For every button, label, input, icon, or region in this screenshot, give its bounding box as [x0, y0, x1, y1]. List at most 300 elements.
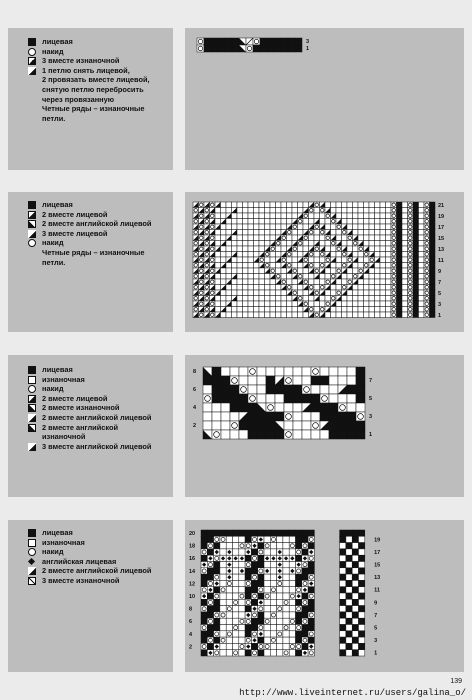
chart-cell: [347, 307, 353, 313]
chart-cell: [270, 307, 276, 313]
chart-cell: [264, 574, 270, 580]
chart-cell: [309, 296, 315, 302]
chart-cell: [243, 224, 249, 230]
chart-cell: [397, 279, 403, 285]
legend-item: [28, 403, 173, 413]
chart-cell: [359, 574, 365, 580]
chart-cell: [309, 279, 315, 285]
chart-cell: [281, 45, 288, 52]
chart-cell: [215, 301, 221, 307]
chart-cell: [289, 530, 295, 536]
triangle-icon: [28, 57, 36, 65]
row-number: 19: [374, 537, 381, 544]
chart-cell: [430, 230, 436, 236]
chart-cell: [248, 279, 254, 285]
chart-cell: [402, 285, 408, 291]
chart-cell: [277, 650, 283, 656]
chart-cell: [239, 536, 245, 542]
chart-cell: [257, 376, 266, 385]
chart-panel-2: [185, 192, 464, 332]
chart-cell: [359, 562, 365, 568]
chart-cell: [386, 202, 392, 208]
chart-cell: [397, 235, 403, 241]
chart-cell: [331, 202, 337, 208]
chart-cell: [265, 257, 271, 263]
legend-item: [28, 566, 173, 576]
p2tog-icon: [28, 404, 36, 412]
chart-cell: [258, 650, 264, 656]
chart-cell: [353, 213, 359, 219]
chart-cell: [277, 618, 283, 624]
chart-cell: [232, 312, 238, 318]
chart-cell: [233, 643, 239, 649]
chart-cell: [270, 257, 276, 263]
chart-cell: [364, 235, 370, 241]
source-url[interactable]: http://www.liveinternet.ru/users/galina_o/: [239, 688, 466, 698]
chart-cell: [232, 38, 239, 45]
chart-cell: [309, 213, 315, 219]
chart-cell: [386, 263, 392, 269]
chart-panel-4: [185, 520, 464, 672]
chart-cell: [281, 307, 287, 313]
chart-cell: [264, 650, 270, 656]
chart-cell: [430, 263, 436, 269]
chart-cell: [375, 301, 381, 307]
chart-cell: [215, 257, 221, 263]
chart-cell: [358, 235, 364, 241]
chart-cell: [243, 202, 249, 208]
chart-cell: [226, 643, 232, 649]
chart-cell: [397, 312, 403, 318]
chart-cell: [386, 213, 392, 219]
chart-cell: [375, 274, 381, 280]
chart-cell: [225, 45, 232, 52]
chart-cell: [303, 241, 309, 247]
chart-cell: [397, 208, 403, 214]
chart-cell: [259, 224, 265, 230]
chart-cell: [266, 367, 275, 376]
legend-item: [28, 432, 173, 442]
chart-cell: [331, 246, 337, 252]
chart-cell: [264, 549, 270, 555]
chart-cell: [220, 625, 226, 631]
chart-cell: [419, 241, 425, 247]
chart-cell: [342, 307, 348, 313]
chart-cell: [342, 312, 348, 318]
chart-cell: [303, 274, 309, 280]
chart-cell: [232, 257, 238, 263]
chart-cell: [320, 296, 326, 302]
chart-cell: [283, 631, 289, 637]
chart-cell: [221, 367, 230, 376]
chart-cell: [386, 296, 392, 302]
chart-cell: [248, 430, 257, 439]
chart-cell: [359, 568, 365, 574]
chart-cell: [380, 202, 386, 208]
chart-cell: [283, 536, 289, 542]
chart-cell: [221, 268, 227, 274]
chart-cell: [221, 235, 227, 241]
chart-cell: [254, 312, 260, 318]
chart-cell: [402, 208, 408, 214]
chart-cell: [270, 208, 276, 214]
chart-cell: [281, 241, 287, 247]
chart-cell: [248, 290, 254, 296]
chart-cell: [266, 385, 275, 394]
chart-cell: [375, 296, 381, 302]
chart-cell: [298, 268, 304, 274]
chart-cell: [346, 637, 352, 643]
chart-cell: [251, 568, 257, 574]
chart-cell: [258, 543, 264, 549]
chart-cell: [375, 230, 381, 236]
chart-cell: [346, 650, 352, 656]
chart-cell: [259, 312, 265, 318]
chart-cell: [226, 274, 232, 280]
chart-cell: [287, 213, 293, 219]
chart-cell: [340, 606, 346, 612]
chart-cell: [386, 224, 392, 230]
chart-cell: [386, 301, 392, 307]
chart-cell: [296, 574, 302, 580]
chart-cell: [303, 219, 309, 225]
chart-cell: [308, 568, 314, 574]
chart-cell: [275, 412, 284, 421]
chart-cell: [413, 202, 419, 208]
chart-cell: [419, 230, 425, 236]
chart-panel-3: [185, 355, 464, 497]
chart-cell: [232, 219, 238, 225]
legend-label: накид: [42, 238, 64, 248]
chart-cell: [225, 38, 232, 45]
chart-cell: [232, 202, 238, 208]
chart-cell: [243, 268, 249, 274]
chart-cell: [201, 543, 207, 549]
legend-item: [28, 229, 173, 239]
chart-cell: [413, 230, 419, 236]
chart-cell: [221, 385, 230, 394]
chart-cell: [287, 208, 293, 214]
chart-cell: [397, 202, 403, 208]
chart-cell: [402, 213, 408, 219]
chart-cell: [293, 385, 302, 394]
chart-cell: [243, 230, 249, 236]
chart-cell: [258, 562, 264, 568]
chart-cell: [309, 274, 315, 280]
chart-cell: [220, 568, 226, 574]
chart-cell: [220, 562, 226, 568]
chart-cell: [386, 230, 392, 236]
chart-cell: [419, 235, 425, 241]
chart-cell: [258, 530, 264, 536]
chart-cell: [251, 599, 257, 605]
chart-cell: [220, 650, 226, 656]
chart-cell: [221, 202, 227, 208]
chart-cell: [320, 279, 326, 285]
chart-cell: [201, 599, 207, 605]
chart-cell: [270, 219, 276, 225]
chart-cell: [266, 412, 275, 421]
chart-cell: [214, 599, 220, 605]
legend-panel-1: [8, 28, 173, 170]
chart-cell: [359, 643, 365, 649]
chart-cell: [419, 301, 425, 307]
chart-cell: [265, 235, 271, 241]
chart-cell: [369, 246, 375, 252]
chart-cell: [230, 403, 239, 412]
chart-cell: [419, 268, 425, 274]
legend-label: Четные ряды – изнаночные: [42, 104, 145, 114]
chart-cell: [419, 290, 425, 296]
legend-label: 3 вместе лицевой: [42, 228, 108, 238]
chart-cell: [430, 252, 436, 258]
chart-cell: [265, 279, 271, 285]
chart-cell: [276, 301, 282, 307]
chart-cell: [270, 625, 276, 631]
chart-cell: [325, 219, 331, 225]
chart-cell: [336, 263, 342, 269]
chart-cell: [292, 312, 298, 318]
chart-cell: [340, 593, 346, 599]
chart-cell: [419, 213, 425, 219]
chart-cell: [302, 574, 308, 580]
chart-cell: [245, 536, 251, 542]
chart-cell: [245, 530, 251, 536]
chart-cell: [386, 307, 392, 313]
chart-cell: [292, 285, 298, 291]
chart-cell: [245, 625, 251, 631]
chart-cell: [284, 394, 293, 403]
chart-cell: [207, 631, 213, 637]
row-number: 12: [189, 581, 196, 588]
chart-cell: [380, 246, 386, 252]
chart-cell: [375, 268, 381, 274]
chart-cell: [413, 257, 419, 263]
chart-cell: [221, 230, 227, 236]
chart-cell: [257, 367, 266, 376]
chart-cell: [369, 312, 375, 318]
chart-cell: [296, 637, 302, 643]
chart-cell: [364, 274, 370, 280]
chart-cell: [220, 530, 226, 536]
chart-cell: [359, 593, 365, 599]
chart-cell: [402, 252, 408, 258]
chart-cell: [248, 301, 254, 307]
chart-cell: [380, 208, 386, 214]
chart-cell: [243, 296, 249, 302]
chart-cell: [308, 530, 314, 536]
chart-cell: [359, 543, 365, 549]
chart-cell: [220, 549, 226, 555]
legend-item: [28, 365, 173, 375]
chart-cell: [353, 230, 359, 236]
chart-cell: [220, 618, 226, 624]
chart-cell: [248, 235, 254, 241]
chart-cell: [430, 290, 436, 296]
row-number: 10: [189, 594, 196, 600]
chart-cell: [336, 307, 342, 313]
chart-cell: [298, 246, 304, 252]
chart-cell: [314, 285, 320, 291]
chart-cell: [402, 279, 408, 285]
chart-cell: [284, 385, 293, 394]
chart-cell: [276, 290, 282, 296]
chart-cell: [275, 385, 284, 394]
chart-cell: [346, 543, 352, 549]
chart-cell: [289, 562, 295, 568]
chart-cell: [239, 394, 248, 403]
chart-cell: [212, 412, 221, 421]
chart-cell: [270, 230, 276, 236]
chart-cell: [245, 555, 251, 561]
chart-cell: [207, 625, 213, 631]
chart-cell: [302, 568, 308, 574]
chart-cell: [295, 38, 302, 45]
chart-cell: [380, 296, 386, 302]
chart-cell: [311, 376, 320, 385]
chart-cell: [419, 257, 425, 263]
chart-cell: [237, 285, 243, 291]
chart-cell: [353, 290, 359, 296]
legend-item: [28, 538, 173, 548]
chart-cell: [430, 235, 436, 241]
chart-cell: [386, 290, 392, 296]
chart-cell: [298, 290, 304, 296]
legend-label: изнаночная: [42, 374, 85, 384]
legend-label: лицевая: [42, 365, 73, 374]
chart-cell: [207, 549, 213, 555]
chart-cell: [419, 296, 425, 302]
chart-cell: [287, 274, 293, 280]
chart-cell: [239, 562, 245, 568]
chart-cell: [413, 307, 419, 313]
chart-cell: [233, 543, 239, 549]
chart-cell: [413, 235, 419, 241]
chart-cell: [232, 301, 238, 307]
chart-cell: [342, 202, 348, 208]
chart-cell: [369, 301, 375, 307]
legend-label: накид: [42, 547, 64, 557]
chart-cell: [386, 312, 392, 318]
chart-cell: [292, 301, 298, 307]
chart-cell: [369, 290, 375, 296]
chart-cell: [413, 263, 419, 269]
chart-cell: [380, 252, 386, 258]
chart-cell: [215, 213, 221, 219]
chart-cell: [336, 202, 342, 208]
chart-cell: [277, 637, 283, 643]
chart-cell: [369, 230, 375, 236]
page-number: 139: [450, 678, 462, 685]
chart-cell: [264, 631, 270, 637]
legend-label: 2 вместе лицевой: [42, 209, 108, 219]
chart-cell: [331, 224, 337, 230]
chart-cell: [259, 296, 265, 302]
row-number: 3: [374, 638, 378, 645]
chart-cell: [296, 555, 302, 561]
chart-cell: [237, 279, 243, 285]
chart-cell: [352, 568, 358, 574]
chart-cell: [347, 376, 356, 385]
chart-cell: [283, 562, 289, 568]
chart-cell: [215, 274, 221, 280]
chart-cell: [352, 587, 358, 593]
chart-cell: [303, 290, 309, 296]
chart-cell: [248, 296, 254, 302]
chart-cell: [358, 312, 364, 318]
chart-cell: [298, 202, 304, 208]
chart-cell: [221, 403, 230, 412]
chart-cell: [212, 376, 221, 385]
chart-cell: [232, 307, 238, 313]
chart-cell: [215, 307, 221, 313]
chart-cell: [386, 246, 392, 252]
chart-cell: [232, 279, 238, 285]
chart-cell: [266, 394, 275, 403]
legend-panel-2: [8, 192, 173, 332]
chart-cell: [237, 263, 243, 269]
chart-cell: [233, 530, 239, 536]
chart-cell: [220, 574, 226, 580]
chart-cell: [207, 643, 213, 649]
chart-cell: [359, 587, 365, 593]
chart-cell: [226, 252, 232, 258]
chart-cell: [340, 549, 346, 555]
chart-cell: [259, 268, 265, 274]
chart-cell: [302, 421, 311, 430]
chart-cell: [380, 274, 386, 280]
chart-cell: [346, 549, 352, 555]
chart-cell: [353, 296, 359, 302]
chart-cell: [413, 241, 419, 247]
chart-cell: [298, 230, 304, 236]
chart-cell: [254, 213, 260, 219]
chart-cell: [303, 224, 309, 230]
ssk-icon: [28, 220, 36, 228]
chart-cell: [375, 285, 381, 291]
chart-cell: [352, 543, 358, 549]
chart-cell: [338, 376, 347, 385]
chart-cell: [309, 235, 315, 241]
chart-cell: [303, 202, 309, 208]
chart-cell: [254, 301, 260, 307]
chart-cell: [380, 213, 386, 219]
chart-cell: [254, 230, 260, 236]
chart-cell: [308, 625, 314, 631]
chart-cell: [254, 246, 260, 252]
chart-cell: [276, 246, 282, 252]
chart-cell: [302, 549, 308, 555]
legend-label: 2 вместе изнаночной: [42, 403, 120, 413]
yarn-over-circle-icon: [28, 385, 36, 393]
chart-cell: [342, 219, 348, 225]
chart-cell: [303, 246, 309, 252]
chart-cell: [287, 202, 293, 208]
chart-cell: [248, 246, 254, 252]
chart-cell: [302, 367, 311, 376]
chart-cell: [277, 599, 283, 605]
chart-cell: [283, 549, 289, 555]
chart-cell: [302, 530, 308, 536]
chart-cell: [264, 599, 270, 605]
chart-cell: [320, 403, 329, 412]
row-number: 20: [189, 531, 196, 537]
chart-cell: [302, 536, 308, 542]
chart-cell: [298, 285, 304, 291]
chart-cell: [254, 290, 260, 296]
chart-cell: [302, 631, 308, 637]
chart-cell: [270, 562, 276, 568]
